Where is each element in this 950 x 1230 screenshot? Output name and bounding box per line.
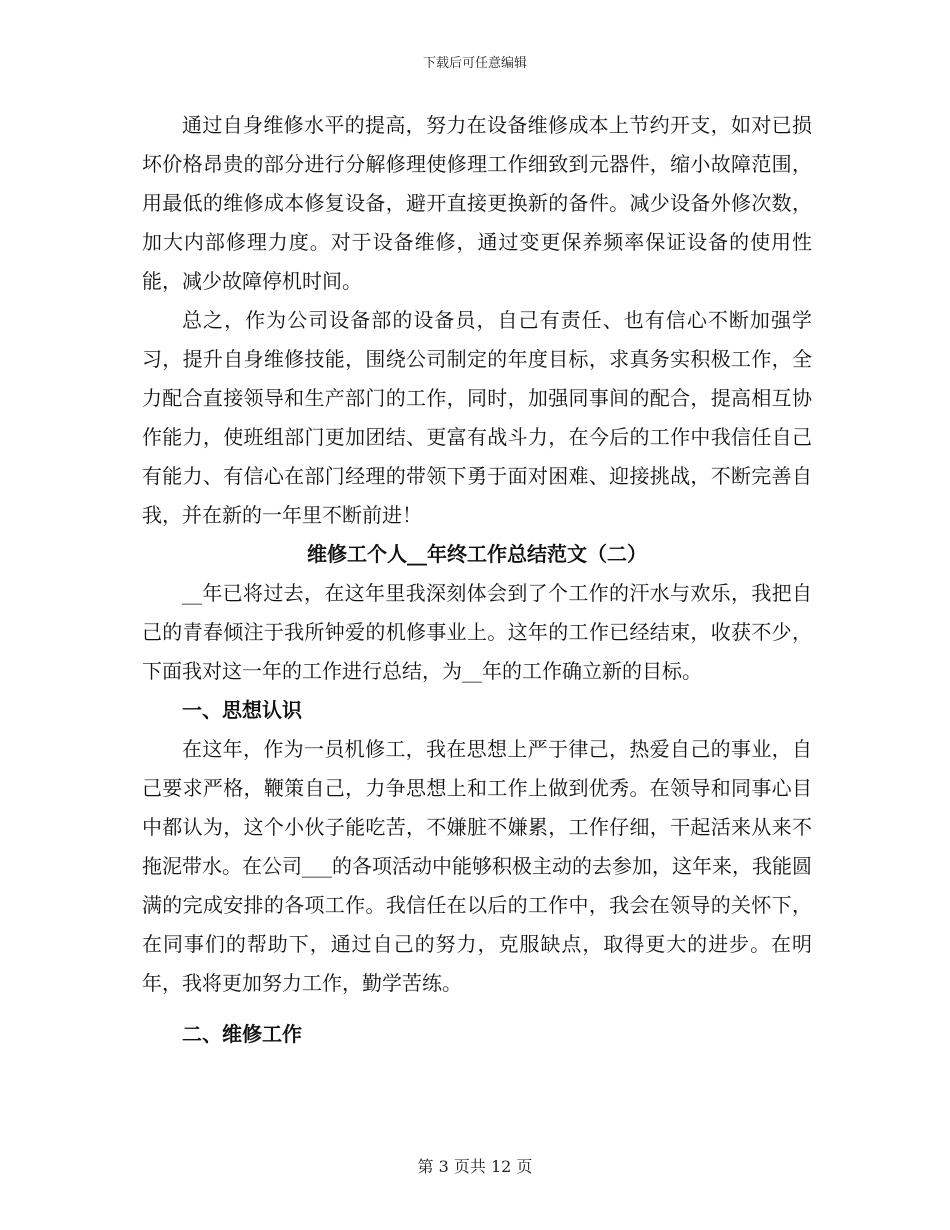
heading-maintenance-work: 二、维修工作 [182, 1022, 302, 1046]
page-header: 下载后可任意编辑 [422, 56, 527, 71]
section-title: 维修工个人__年终工作总结范文（二） [307, 542, 647, 566]
page-footer: 第 3 页共 12 页 [417, 1157, 533, 1176]
body-paragraph-summary: 总之，作为公司设备部的设备员，自己有责任、也有信心不断加强学习，提升自身维修技能，围绕公司制定的年度目标，求真务实积极工作，全力配合直接领导和生产部门的工作，同时，加强同事间的配合，提高相互协作能力，使班组部门更加团结、更富有战斗力，在今后的工作中我信任自己有能力、有信心在部门经理的带领下勇于面对困难、迎接挑战，不断完善自我，并在新的一年里不断前进！ [142, 308, 812, 527]
body-paragraph-intro: __年已将过去，在这年里我深刻体会到了个工作的汗水与欢乐，我把自己的青春倾注于我所钟爱的机修事业上。这年的工作已经结束，收获不少，下面我对这一年的工作进行总结，为__年的工作确立新的目标。 [142, 581, 812, 683]
heading-ideological-understanding: 一、思想认识 [182, 698, 302, 722]
body-paragraph-maintenance-cost: 通过自身维修水平的提高，努力在设备维修成本上节约开支，如对已损坏价格昂贵的部分进行分解修理使修理工作细致到元器件，缩小故障范围，用最低的维修成本修复设备，避开直接更换新的备件。减少设备外修次数，加大内部修理力度。对于设备维修，通过变更保养频率保证设备的使用性能，减少故障停机时间。 [142, 113, 812, 293]
body-paragraph-ideology: 在这年，作为一员机修工，我在思想上严于律己，热爱自己的事业，自己要求严格，鞭策自己，力争思想上和工作上做到优秀。在领导和同事心目中都认为，这个小伙子能吃苦，不嫌脏不嫌累，工作仔细，干起活来从来不拖泥带水。在公司___的各项活动中能够积极主动的去参加，这年来，我能圆满的完成安排的各项工作。我信任在以后的工作中，我会在领导的关怀下，在同事们的帮助下，通过自己的努力，克服缺点，取得更大的进步。在明年，我将更加努力工作，勤学苦练。 [142, 737, 812, 995]
document-body [142, 106, 812, 1054]
